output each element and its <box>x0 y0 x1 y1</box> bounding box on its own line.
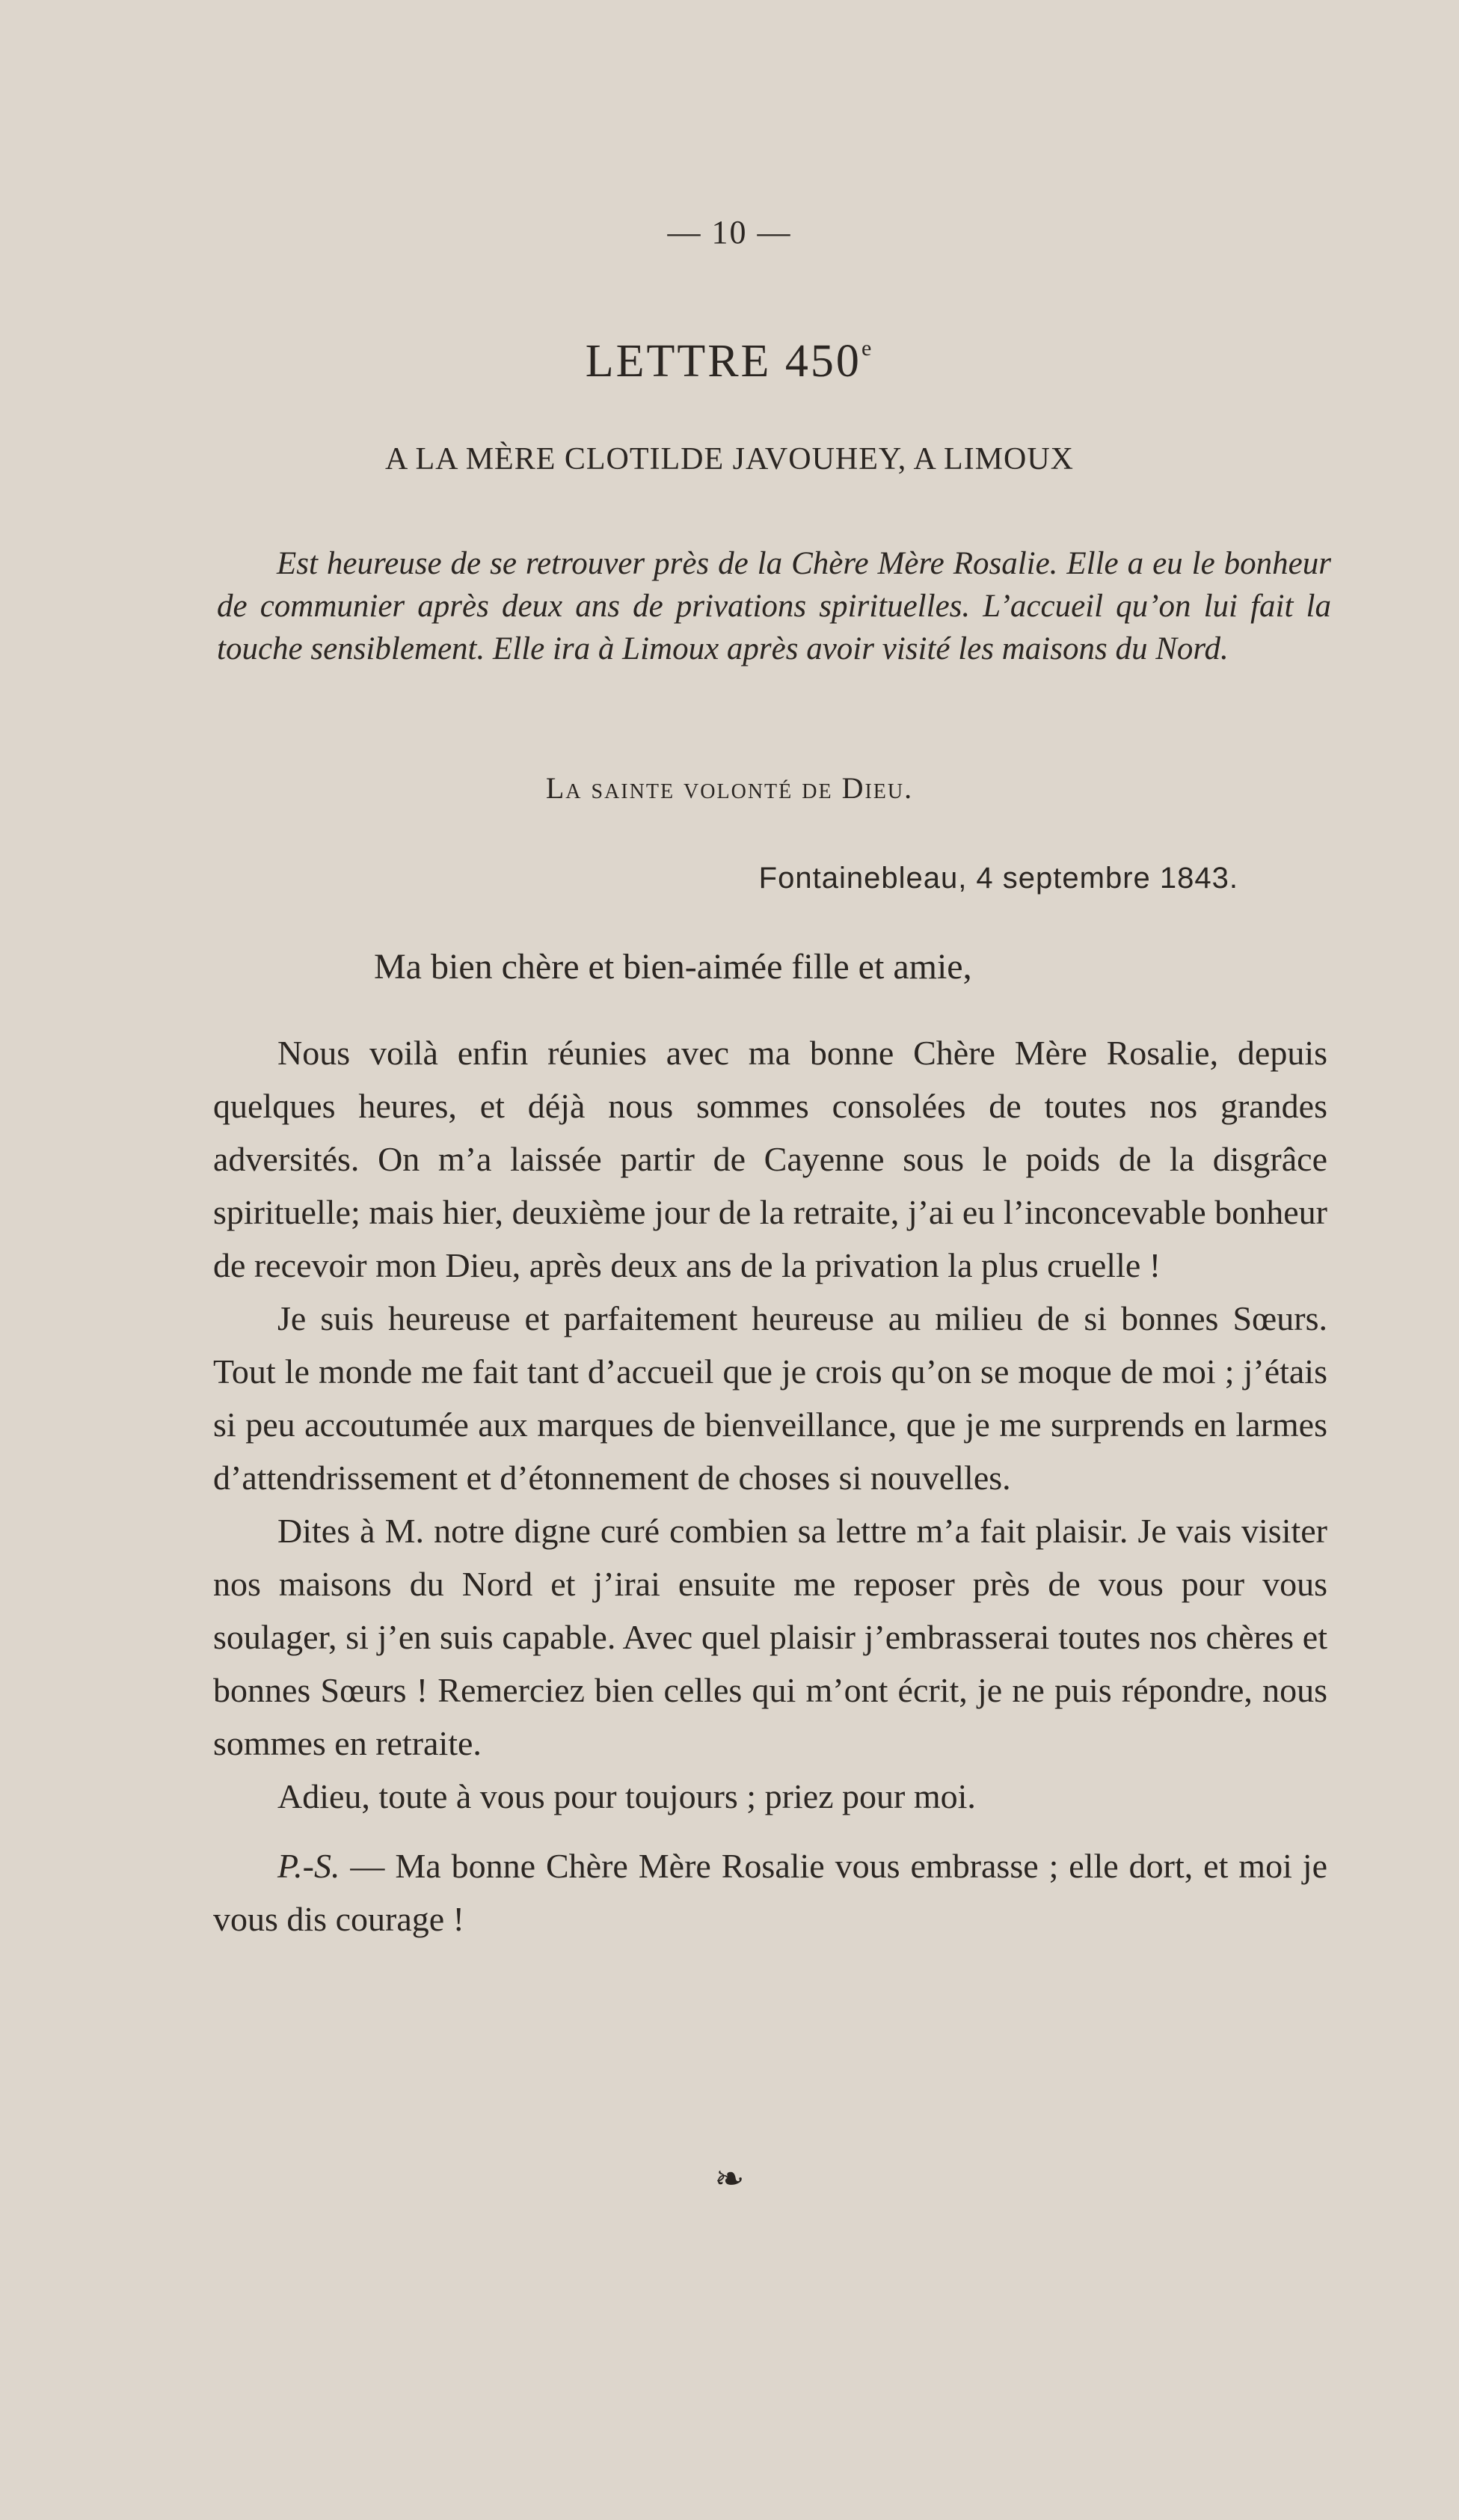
letter-dateline: Fontainebleau, 4 septembre 1843. <box>758 862 1238 895</box>
letter-summary: Est heureuse de se retrouver près de la Chère Mère Rosalie. Elle a eu le bonheur de communier après deux ans de privations spirituelles. L’accueil qu’on lui fait la touche sensiblement. Elle ira à Limoux après avoir visité les maisons du Nord. <box>217 546 1331 666</box>
letter-motto: La sainte volonté de Dieu. <box>545 771 914 805</box>
body-paragraph: Dites à M. notre digne curé combien sa lettre m’a fait plaisir. Je vais visiter nos maisons du Nord et j’irai ensuite me reposer près de vous pour vous soulager, si j’en suis capable. Avec quel plaisir j’embrasserai toutes nos chères et bonnes Sœurs ! Remerciez bien celles qui m’ont écrit, je ne puis répondre, nous sommes en retraite. <box>213 1512 1327 1762</box>
body-paragraph: Nous voilà enfin réunies avec ma bonne Chère Mère Rosalie, depuis quelques heures, et déjà nous sommes consolées de toutes nos grandes adversités. On m’a laissée partir de Cayenne sous le poids de la disgrâce spirituelle; mais hier, deuxième jour de la retraite, j’ai eu l’inconcevable bonheur de recevoir mon Dieu, après deux ans de la privation la plus cruelle ! <box>213 1034 1327 1284</box>
page-number: — 10 — <box>667 214 792 251</box>
letter-title <box>0 335 1459 388</box>
letter-salutation: Ma bien chère et bien-aimée fille et amie, <box>374 947 972 987</box>
postscript-text: — Ma bonne Chère Mère Rosalie vous embrasse ; elle dort, et moi je vous dis courage ! <box>213 1847 1327 1938</box>
fleuron-ornament-icon: ❧ <box>714 2159 745 2199</box>
postscript <box>213 1839 1327 1946</box>
letter-addressee: A LA MÈRE CLOTILDE JAVOUHEY, A LIMOUX <box>385 442 1074 476</box>
body-paragraph: Je suis heureuse et parfaitement heureuse au milieu de si bonnes Sœurs. Tout le monde me fait tant d’accueil que je crois qu’on se moque de moi ; j’étais si peu accoutumée aux marques de bienveillance, que je me surprends en larmes d’attendrissement et d’étonnement de choses si nouvelles. <box>213 1299 1327 1497</box>
letter-title-superscript: e <box>861 336 874 361</box>
postscript-label: P.-S. <box>277 1847 340 1885</box>
letter-body <box>213 1026 1327 1946</box>
body-paragraph: Adieu, toute à vous pour toujours ; priez pour moi. <box>277 1777 976 1815</box>
letter-title-text: LETTRE 450 <box>585 336 861 387</box>
